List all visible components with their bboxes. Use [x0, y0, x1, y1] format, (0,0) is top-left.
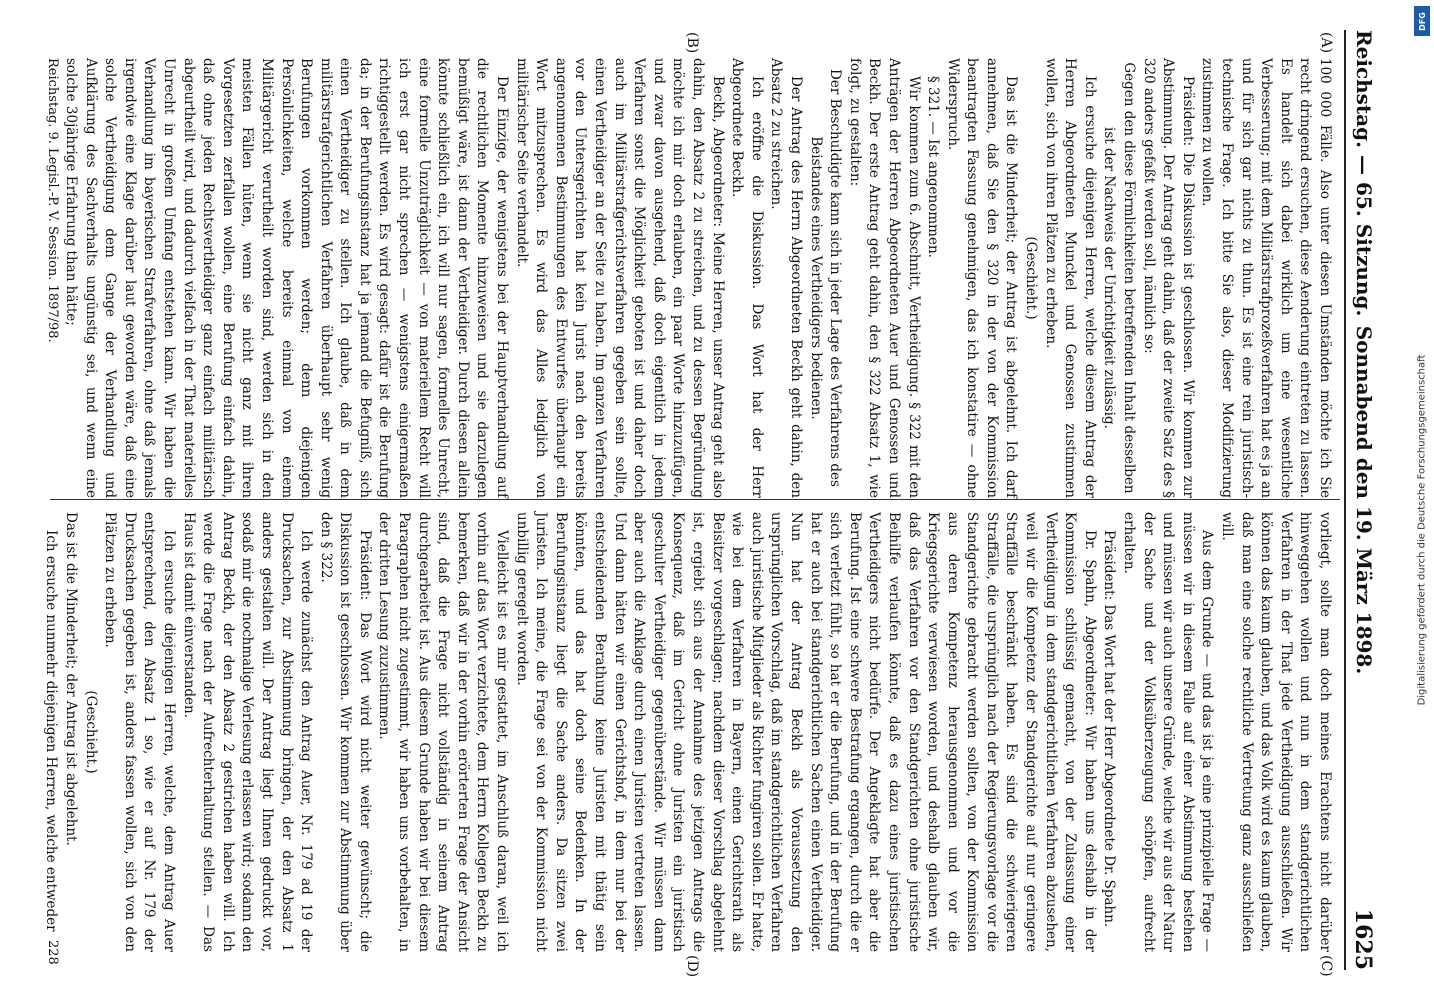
page-number: 1625 [1350, 908, 1376, 970]
paragraph: Ich ersuche diejenigen Herren, welche diesem Antrag der Herren Abgeordneten Munckel und Genossen zustimmen wollen, sich von ihren Plätzen zu erheben. [1042, 58, 1098, 498]
footer-sheet-number: 228 [45, 940, 60, 965]
paragraph: vorliegt, sollte man doch meines Erachtens nicht darüber hinweggehen wollen und nun in dem standgerichtlichen Verfahren in der That jede Vertheidigung ausschließen. Wir können das kaum glauben, und das Volk wird es kaum glauben, daß man eine solche rechtliche Vertretung ganz ausschließen will. [1219, 512, 1333, 952]
dfg-banner [1410, 0, 1434, 1000]
dfg-credit-text: Digitalisierung gefördert durch die Deutsche Forschungsgemeinschaft [1416, 354, 1428, 706]
paragraph-president: Präsident: Das Wort hat der Herr Abgeordnete Dr. Spahn. [1101, 530, 1118, 928]
paragraph-quote: Der Beschuldigte kann sich in jeder Lage des Verfahrens des Beistandes eines Vertheidigers bedienen. [807, 69, 844, 487]
paragraph: § 321. — Ist angenommen. [925, 76, 942, 258]
paragraph: Ich ersuche diejenigen Herren, welche, dem Antrag Auer entsprechend, den Absatz 1 so, wie er auf Nr. 179 der Drucksachen gegeben ist, anders fassen wollen, sich von den Plätzen zu erheben. [102, 512, 177, 952]
paragraph: Vielleicht ist es mir gestattet, im Anschluß daran, weil ich vorhin auf das Wort verzichtete, dem Herrn Kollegen Beckh zu bemerken, daß wir in der vorhin erörterten Frage der Ansicht sind, daß die Frage nicht vollständig in seinem Antrag durchgearbeitet ist. Aus diesem Grunde haben wir bei diesem Paragraphen nicht zugestimmt, wir haben uns vorbehalten, in der dritten Lesung zuzustimmen. [376, 512, 511, 952]
paragraph: 100 000 Fälle. Also unter diesen Umständen möchte ich Sie recht dringend ersuchen, diese Aenderung eintreten zu lassen. Es handelt sich dabei wirklich um eine wesentliche Verbesserung; mit dem Militärstrafprozeßverfahren hat es ja an und für sich gar nichts zu thun. Es ist eine rein juristisch-technische Frage. Ich bitte Sie also, dieser Modifizierung zustimmen zu wollen. [1199, 58, 1333, 498]
paragraph: Ich eröffne die Diskussion. Das Wort hat der Herr Abgeordnete Beckh. [729, 58, 765, 498]
column-divider [50, 499, 1340, 500]
paragraph: Der Antrag des Herrn Abgeordneten Beckh geht dahin, den Absatz 2 zu streichen. [768, 58, 804, 498]
margin-mark-d: (D) [684, 955, 700, 978]
stage-direction: (Geschieht.) [82, 690, 99, 774]
margin-mark-a: (A) [1318, 32, 1334, 54]
footer-session: Reichstag. 9. Legisl.-P. V. Session. 1897/98. [45, 58, 60, 343]
margin-mark-b: (B) [684, 32, 700, 54]
stage-direction: (Geschieht.) [1023, 236, 1040, 320]
paragraph: Wir kommen zum 6. Abschnitt, Vertheidigung. § 322 mit den Anträgen der Herren Abgeordneten Auer und Genossen und Beckh. Der erste Antrag geht dahin, den § 322 Absatz 1, wie folgt, zu gestalten: [846, 58, 922, 498]
right-text-column [41, 512, 1334, 952]
left-text-column [60, 58, 1334, 498]
paragraph-president: Präsident: Das Wort wird nicht weiter gewünscht; die Diskussion ist geschlossen. Wir kommen zur Abstimmung über den § 322. [317, 512, 373, 952]
paragraph: Aus dem Grunde — und das ist ja eine prinzipielle Frage — müssen wir in diesem Falle auf einer Abstimmung bestehen und müssen wir auch unsere Gründe, welche wir aus der Natur der Sache und der Volksüberzeugung schöpfen, aufrecht erhalten. [1121, 512, 1216, 952]
header-date: Sonnabend den 19. März 1898. [1352, 325, 1376, 675]
page-header [1344, 30, 1378, 970]
paragraph-speech: Beckh, Abgeordneter: Meine Herren, unser Antrag geht also dahin, den Absatz 2 zu streichen, und zu dessen Begründung möchte ich mir doch erlauben, ein paar Worte hinzuzufügen, und zwar davon ausgehend, daß doch eigentlich in jedem Verfahren sonst die Möglichkeit geboten ist und daher doch auch im Militärstrafgerichtsverfahren gegeben sein sollte, einen Vertheidiger an der Seite zu haben. Im ganzen Verfahren vor den Untersgerichten hat kein Jurist nach den bereits angenommenen Bestimmungen des Entwurfes überhaupt ein Wort mitzusprechen. Es wird das Alles lediglich von militärischer Seite verhandelt. [513, 58, 726, 498]
margin-mark-c: (C) [1318, 955, 1334, 977]
dfg-logo: DFG [1414, 6, 1430, 36]
paragraph-president: Präsident: Die Diskussion ist geschlossen. Wir kommen zur Abstimmung. Der Antrag geht dahin, daß der zweite Satz des § 320 anders gefaßt werden soll, nämlich so: [1140, 58, 1196, 498]
paragraph-quote: Gegen den diese Förmlichkeiten betreffenden Inhalt desselben ist der Nachweis der Unrichtigkeit zulässig. [1101, 62, 1138, 494]
paragraph: Das ist die Minderheit; der Antrag ist abgelehnt. [63, 512, 79, 846]
header-left-title: Reichstag. — 65. Sitzung. [1352, 30, 1376, 317]
paragraph: Der Einzige, der wenigstens bei der Hauptverhandlung auf die rechtlichen Momente hinzuweisen und sie darzulegen bemüßigt wäre, ist dann der Vertheidiger. Durch diesen allein könnte schließlich ein, ich will nur sagen, formelles Unrecht, eine formelle Unzuträglichkeit — von materiellem Recht will ich erst gar nicht sprechen — wenigstens einigermaßen richtiggestellt werden. Es wird gesagt: dafür ist die Berufung da; in der Berufungsinstanz hat ja jemand die Befugniß, sich einen Vertheidiger zu stellen. Ich glaube, daß in dem militärstrafgerichtlichen Verfahren überhaupt sehr wenig Berufungen vorkommen werden; denn diejenigen Persönlichkeiten, welche bereits einmal von einem Militärgericht verurtheilt worden sind, werden sich in den meisten Fällen hüten, wenn sie nicht ganz mit ihren Vorgesetzten zerfallen wollen, eine Berufung einfach dahin, daß ohne jeden Rechtsvertheidiger ganz einfach militärisch abgeurtheilt wird, und dadurch vielfach in der That materielles Unrecht in großem Umfang entstehen kann. Wir haben die Verhandlung im bayerischen Strafverfahren, ohne daß jemals irgendwie eine Klage darüber laut geworden wäre, daß eine solche Vertheidigung dem Gange der Verhandlung und Aufklärung des Sachverhalts ungünstig sei, und wenn eine solche 30jährige Erfahrung than hätte; [63, 58, 511, 498]
paragraph: Ich werde zunächst den Antrag Auer, Nr. 179 ad 19 der Drucksachen, zur Abstimmung bringen, der den Absatz 1 anders gestalten will. Der Antrag liegt Ihnen gedruckt vor, sodaß mir die nochmalige Verlesung erlassen wird; sodann den Antrag Beckh, der den Absatz 2 gestrichen haben will. Ich werde die Frage nach der Aufrechterhaltung stellen. — Das Haus ist damit einverstanden. [180, 512, 315, 952]
paragraph: Ich ersuche nunmehr diejenigen Herren, welche entweder [43, 530, 60, 932]
paragraph: Das ist die Minderheit; der Antrag ist abgelehnt. Ich darf annehmen, daß Sie den § 320 in der von der Kommission beantragten Fassung genehmigen, das ich konstatire — ohne Widerspruch. [944, 58, 1020, 498]
paragraph-speech: Dr. Spahn, Abgeordneter: Wir haben uns deshalb in der Kommission schlüssig gemacht, von der Zulassung einer Vertheidigung in dem standgerichtlichen Verfahren abzusehen, weil wir die Kompetenz der Standgerichte auf nur geringere Straffälle beschränkt haben. Es sind die schwierigeren Straffälle, die ursprünglich nach der Regierungsvorlage vor die Standgerichte gebracht werden sollten, von der Kommission aus deren Kompetenz herausgenommen und vor die Kriegsgerichte verwiesen worden, und deshalb glauben wir, daß das Verfahren vor den Standgerichten ohne juristische Beihilfe verlaufen könnte, daß es dazu eines juristischen Vertheidigers nicht bedürfe. Der Angeklagte hat aber die Berufung. Ist eine schwere Bestrafung ergangen, durch die er sich verletzt fühlt, so hat er die Berufung, und in der Berufung hat er auch bei standgerichtlichen Sachen einen Vertheidiger. Nun hat der Antrag Beckh als Voraussetzung den ursprünglichen Vorschlag, daß im standgerichtlichen Verfahren auch juristische Mitglieder als Richter fungiren sollen. Er hatte, wie bei dem Verfahren in Bayern, einen Gerichtsrath als Beisitzer vorgeschlagen; nachdem dieser Vorschlag abgelehnt ist, ergiebt sich aus der Annahme des jetzigen Antrags die Konsequenz, daß im Gericht ohne Juristen ein juristisch geschulter Vertheidiger gegenüberstände. Wir müssen dann aber auch die Anklage durch einen Juristen vertreten lassen. Und dann hätten wir einen Gerichtshof, in dem nur bei der entscheidenden Berathung keine Juristen mit thätig sein könnten, und das hat doch seine Bedenken. In der Berufungsinstanz liegt die Sache anders. Da sitzen zwei Juristen. Ich meine, die Frage sei von der Kommission nicht unbillig geregelt worden. [513, 512, 1098, 952]
